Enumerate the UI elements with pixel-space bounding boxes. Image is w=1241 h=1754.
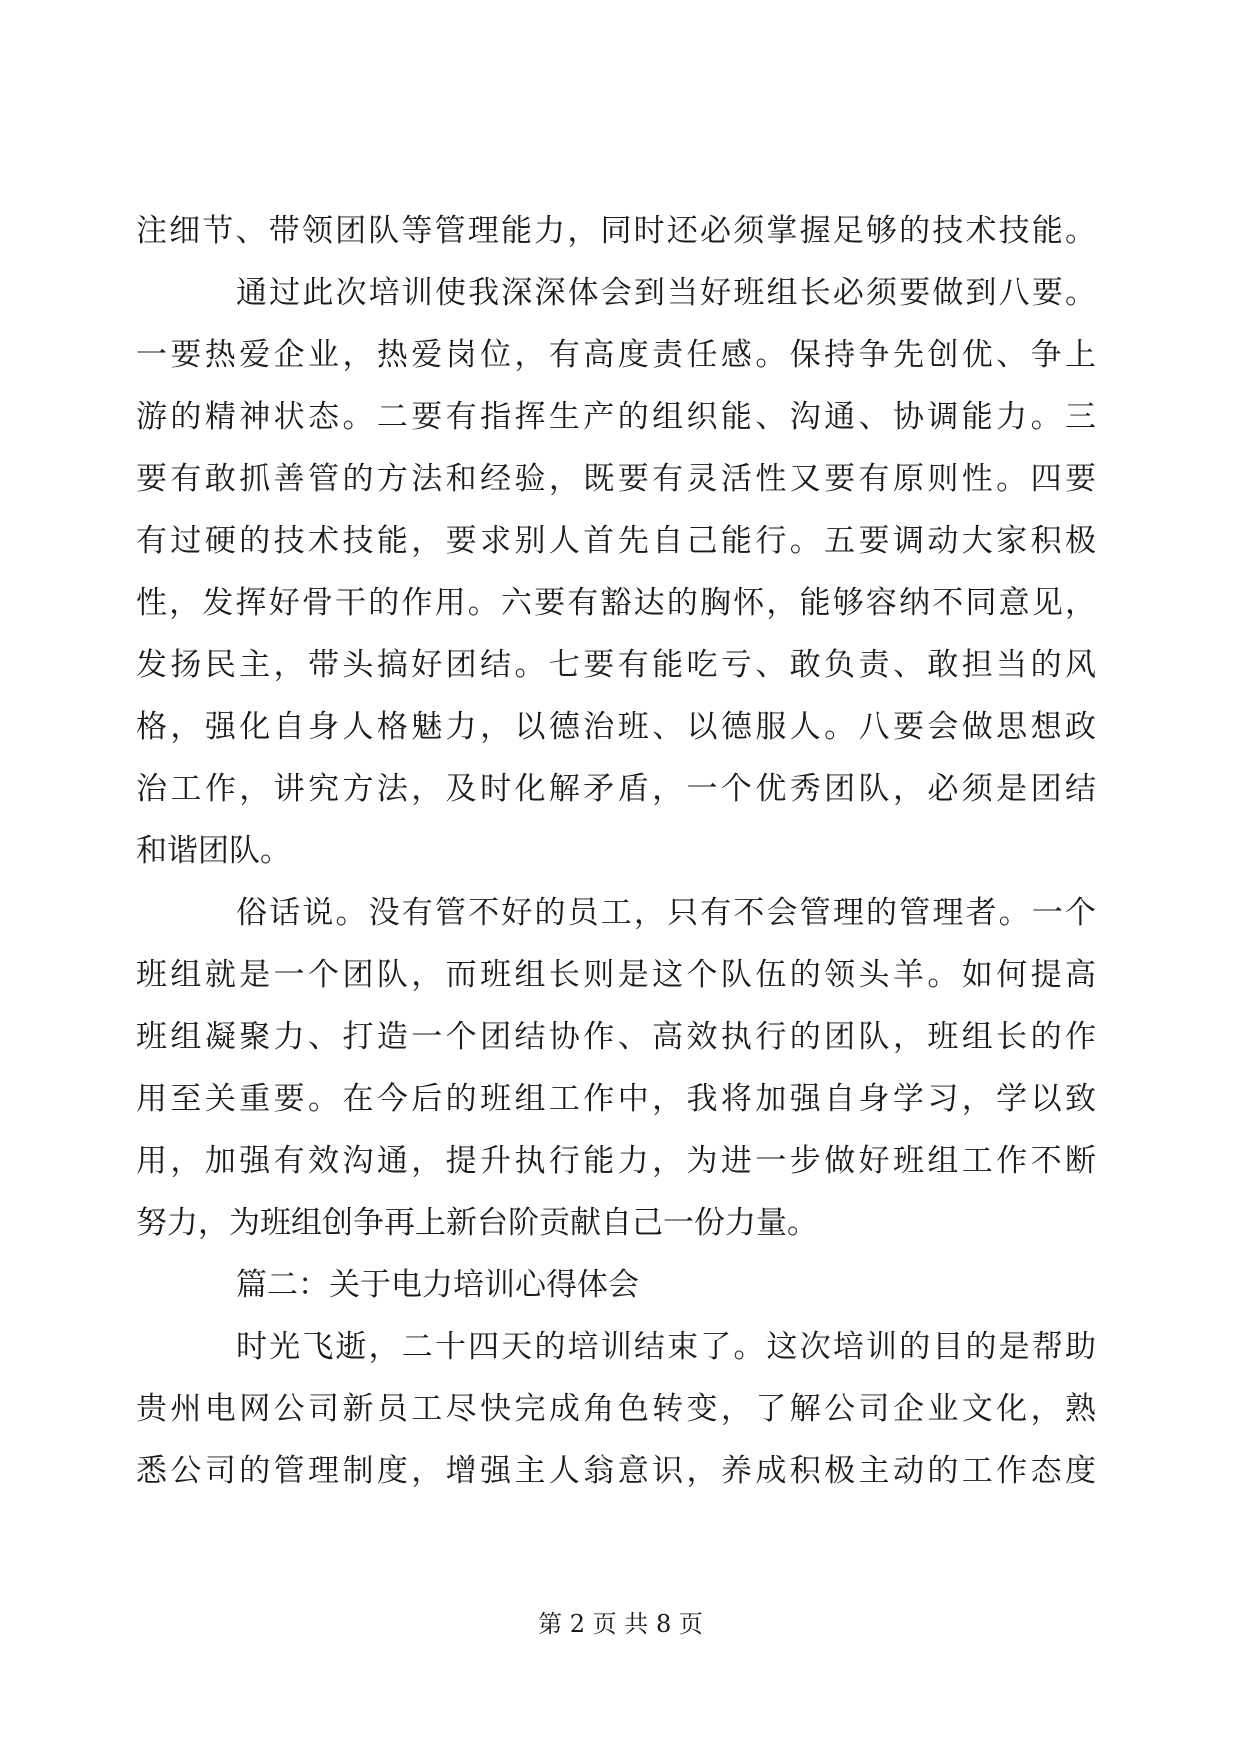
text-line: 贵州电网公司新员工尽快完成角色转变，了解公司企业文化，熟	[136, 1391, 1096, 1427]
page-number-footer: 第 2 页 共 8 页	[538, 1610, 703, 1638]
text-line: 和谐团队。	[136, 833, 291, 869]
text-line: 发扬民主，带头搞好团结。七要有能吃亏、敢负责、敢担当的风	[136, 647, 1096, 683]
text-line: 悉公司的管理制度，增强主人翁意识，养成积极主动的工作态度	[136, 1453, 1096, 1489]
text-line: 格，强化自身人格魅力，以德治班、以德服人。八要会做思想政	[136, 709, 1096, 745]
text-line: 有过硬的技术技能，要求别人首先自己能行。五要调动大家积极	[136, 523, 1096, 559]
text-line: 努力，为班组创争再上新台阶贡献自己一份力量。	[136, 1205, 818, 1241]
text-line: 班组就是一个团队，而班组长则是这个队伍的领头羊。如何提高	[136, 957, 1096, 993]
paragraph-start-line: 通过此次培训使我深深体会到当好班组长必须要做到八要。	[236, 275, 1096, 311]
text-line: 治工作，讲究方法，及时化解矛盾，一个优秀团队，必须是团结	[136, 771, 1096, 807]
text-line: 游的精神状态。二要有指挥生产的组织能、沟通、协调能力。三	[136, 399, 1096, 435]
text-line: 性，发挥好骨干的作用。六要有豁达的胸怀，能够容纳不同意见，	[136, 585, 1096, 621]
text-line: 一要热爱企业，热爱岗位，有高度责任感。保持争先创优、争上	[136, 337, 1096, 373]
body-text	[136, 200, 1096, 1502]
text-line: 用至关重要。在今后的班组工作中，我将加强自身学习，学以致	[136, 1081, 1096, 1117]
paragraph-start-line: 时光飞逝，二十四天的培训结束了。这次培训的目的是帮助	[236, 1329, 1096, 1365]
text-line: 用，加强有效沟通，提升执行能力，为进一步做好班组工作不断	[136, 1143, 1096, 1179]
section-heading: 篇二：关于电力培训心得体会	[236, 1267, 639, 1303]
text-line: 要有敢抓善管的方法和经验，既要有灵活性又要有原则性。四要	[136, 461, 1096, 497]
paragraph-start-line: 俗话说。没有管不好的员工，只有不会管理的管理者。一个	[236, 895, 1096, 931]
text-line: 注细节、带领团队等管理能力，同时还必须掌握足够的技术技能。	[136, 213, 1096, 249]
text-line: 班组凝聚力、打造一个团结协作、高效执行的团队，班组长的作	[136, 1019, 1096, 1055]
